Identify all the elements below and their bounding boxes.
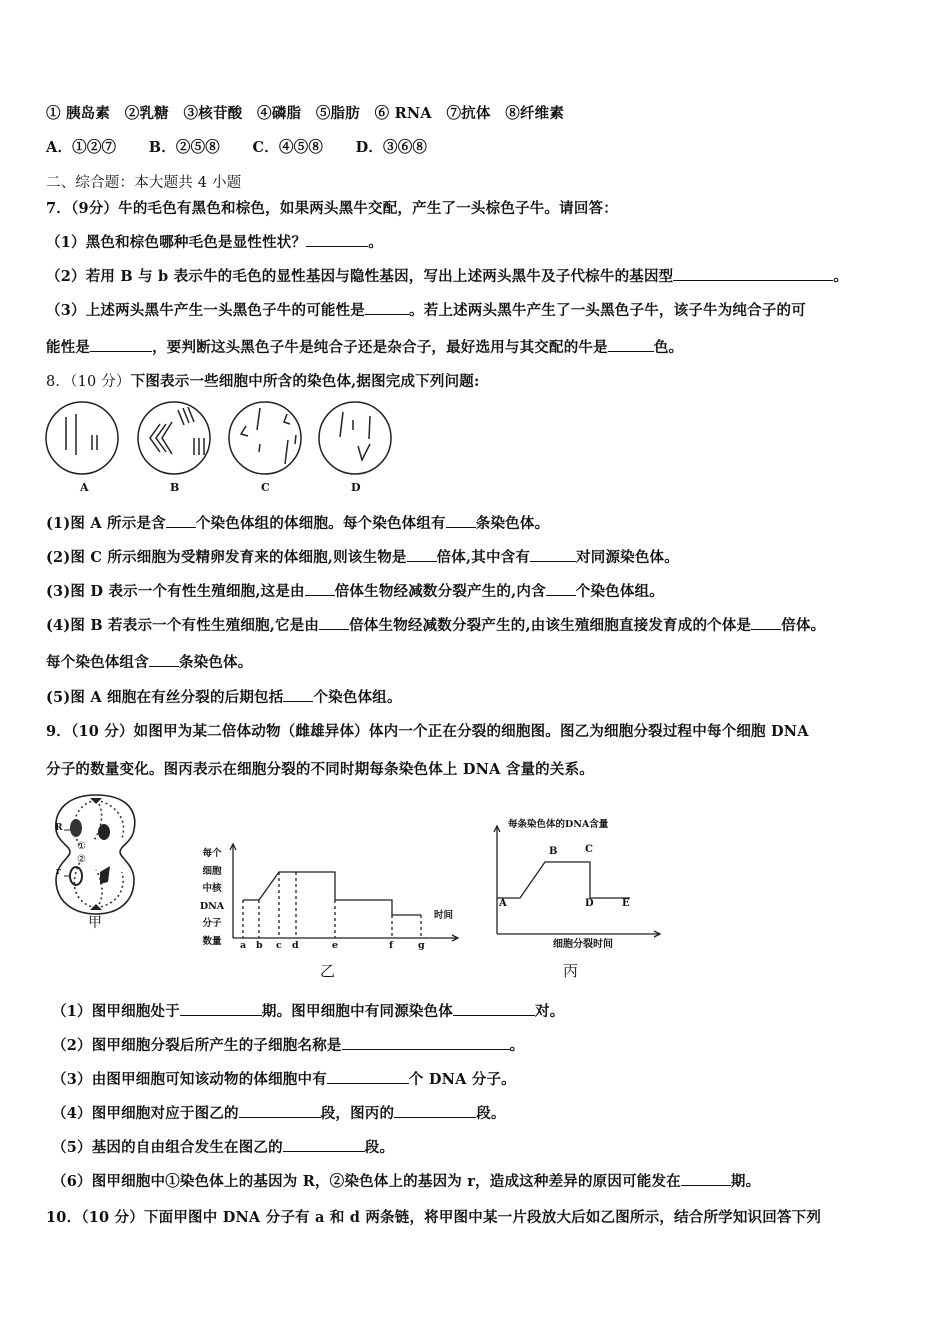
q7-p2-text: （2）若用 B 与 b 表示牛的毛色的显性基因与隐性基因，写出上述两头黑牛及子代棕牛的基因型 (46, 268, 674, 285)
mark-2: ② (77, 854, 86, 865)
chart-bing-caption: 丙 (563, 962, 579, 980)
q8-p3-blank1[interactable] (305, 581, 335, 596)
chart-yi-ylabel: 每个 细胞 中核 DNA 分子 数量 (199, 848, 225, 947)
q8-part2 (46, 546, 679, 567)
chart-bing-xlabel: 细胞分裂时间 (553, 939, 613, 950)
q7-part1 (46, 231, 383, 252)
q7-p3-blank1[interactable] (365, 300, 409, 315)
chart-yi-xlabel: 时间 (434, 910, 454, 921)
q8-p2-end: 对同源染色体。 (576, 549, 679, 566)
q9-p2-text: （2）图甲细胞分裂后所产生的子细胞名称是 (52, 1037, 342, 1054)
point-C: C (585, 844, 593, 855)
q9-p6-blank[interactable] (681, 1171, 731, 1186)
q9-p4-text: （4）图甲细胞对应于图乙的 (52, 1105, 239, 1122)
label-r: r (56, 867, 61, 877)
q9-p2-end: 。 (509, 1037, 525, 1054)
q8-p5-end: 个染色体组。 (313, 689, 402, 706)
fig-label-c: C (261, 481, 270, 494)
q8-p1-text2: 个染色体组的体细胞。每个染色体组有 (195, 515, 446, 532)
q9-p1-text: （1）图甲细胞处于 (52, 1003, 180, 1020)
point-E: E (622, 898, 630, 909)
q9-part4 (52, 1102, 506, 1123)
tick-f: f (389, 940, 394, 951)
q9-p3-blank[interactable] (327, 1069, 409, 1084)
options-line: ① 胰岛素 ②乳糖 ③核苷酸 ④磷脂 ⑤脂肪 ⑥ RNA ⑦抗体 ⑧纤维素 (46, 105, 565, 122)
q8-part4-cont (46, 651, 252, 672)
q8-p4-text2: 倍体生物经减数分裂产生的,由该生殖细胞直接发育成的个体是 (349, 617, 752, 634)
q8-p1-blank1[interactable] (166, 513, 196, 528)
choice-d[interactable]: D．③⑥⑧ (355, 139, 428, 156)
q8-p1-blank2[interactable] (446, 513, 476, 528)
choice-b[interactable]: B．②⑤⑧ (148, 139, 221, 156)
chart-bing-ylabel: 每条染色体的DNA含量 (508, 819, 609, 830)
choice-a[interactable]: A．①②⑦ (46, 139, 117, 156)
q7-p3-text4: ，要判断这头黑色子牛是纯合子还是杂合子，最好选用与其交配的牛是 (152, 339, 608, 356)
label-R: R (55, 823, 63, 833)
q8-p1-end: 条染色体。 (475, 515, 550, 532)
choices-row (46, 136, 427, 157)
q9-p1-text2: 期。图甲细胞中有同源染色体 (261, 1003, 453, 1020)
q9-p1-end: 对。 (535, 1003, 565, 1020)
q8-p4-text4: 每个染色体组含 (46, 654, 149, 671)
q10-stem: 10．（10 分）下面甲图中 DNA 分子有 a 和 d 两条链，将甲图中某一片段放大后如乙图所示，结合所学知识回答下列 (46, 1209, 822, 1226)
q8-chromosome-figure (44, 400, 404, 500)
q8-p3-text2: 倍体生物经减数分裂产生的,内含 (334, 583, 546, 600)
q8-number: 8．（10 分） (46, 374, 131, 390)
q8-part5 (46, 686, 402, 707)
q9-p4-blank2[interactable] (394, 1103, 476, 1118)
q9-p3-end: 个 DNA 分子。 (408, 1071, 516, 1088)
q8-p2-blank1[interactable] (407, 547, 437, 562)
q7-part2 (46, 265, 848, 286)
q8-p3-text: (3)图 D 表示一个有性生殖细胞,这是由 (46, 583, 305, 600)
q9-p1-blank2[interactable] (453, 1001, 535, 1016)
q7-p3-text2: 。若上述两头黑牛产生了一头黑色子牛，该子牛为纯合子的可 (409, 302, 806, 319)
q7-p1-blank[interactable] (306, 232, 368, 247)
q8-stem (46, 370, 480, 391)
tick-e: e (332, 940, 339, 951)
tick-b: b (256, 940, 263, 951)
q9-stem-line2: 分子的数量变化。图丙表示在细胞分裂的不同时期每条染色体上 DNA 含量的关系。 (46, 761, 594, 778)
q7-p3-text: （3）上述两头黑牛产生一头黑色子牛的可能性是 (46, 302, 365, 319)
q8-p4-blank3[interactable] (149, 652, 179, 667)
q9-p2-blank[interactable] (342, 1035, 510, 1050)
q7-p1-end: 。 (368, 234, 383, 251)
q7-p3-blank2[interactable] (90, 337, 152, 352)
q9-p4-text2: 段，图丙的 (320, 1105, 395, 1122)
fig-jia-cell (46, 790, 146, 920)
tick-a: a (240, 940, 247, 951)
q8-p5-text: (5)图 A 细胞在有丝分裂的后期包括 (46, 689, 284, 706)
q8-p4-blank2[interactable] (751, 615, 781, 630)
point-A: A (499, 898, 507, 909)
section-title: 二、综合题：本大题共 4 小题 (46, 175, 242, 191)
fig-label-d: D (351, 481, 361, 494)
chart-yi-caption: 乙 (320, 962, 336, 980)
q9-part1 (52, 1000, 564, 1021)
q7-p3-text3: 能性是 (46, 339, 91, 356)
q9-p1-blank1[interactable] (180, 1001, 262, 1016)
q7-stem: 7．（9分）牛的毛色有黑色和棕色，如果两头黑牛交配，产生了一头棕色子牛。请回答： (46, 200, 618, 217)
q9-p6-end: 期。 (730, 1173, 761, 1190)
choice-c[interactable]: C．④⑤⑧ (252, 139, 324, 156)
q7-part3-cont (46, 336, 683, 357)
q8-p2-text: (2)图 C 所示细胞为受精卵发育来的体细胞,则该生物是 (46, 549, 407, 566)
q7-p3-blank3[interactable] (608, 337, 654, 352)
chart-yi (195, 840, 475, 950)
fig-label-a: A (80, 481, 89, 494)
q8-part4 (46, 614, 825, 635)
fig-label-b: B (170, 481, 180, 494)
q9-part5 (52, 1136, 394, 1157)
tick-c: c (276, 940, 282, 951)
mark-1: ① (77, 841, 86, 852)
chart-bing (490, 820, 665, 940)
q7-p2-end: 。 (833, 268, 849, 285)
q7-p1-text: （1）黑色和棕色哪种毛色是显性性状？ (46, 234, 307, 251)
q8-p5-blank[interactable] (283, 687, 313, 702)
q9-part2 (52, 1034, 524, 1055)
q7-p3-end: 色。 (653, 339, 684, 356)
point-D: D (585, 898, 594, 909)
q8-p4-text: (4)图 B 若表示一个有性生殖细胞,它是由 (46, 617, 320, 634)
q9-p5-blank[interactable] (283, 1137, 365, 1152)
q9-stem-line1: 9．（10 分）如图甲为某二倍体动物（雌雄异体）体内一个正在分裂的细胞图。图乙为细胞分裂过程中每个细胞 DNA (46, 723, 809, 740)
q8-p4-end: 条染色体。 (178, 654, 253, 671)
q8-p3-blank2[interactable] (546, 581, 576, 596)
q7-part3 (46, 299, 806, 320)
q8-p1-text: (1)图 A 所示是含 (46, 515, 166, 532)
q9-part3 (52, 1068, 516, 1089)
q8-p4-text3: 倍体。 (781, 617, 826, 634)
q8-p2-blank2[interactable] (530, 547, 576, 562)
q8-part1 (46, 512, 549, 533)
q8-p2-text2: 倍体,其中含有 (436, 549, 531, 566)
q9-p3-text: （3）由图甲细胞可知该动物的体细胞中有 (52, 1071, 327, 1088)
q9-p4-blank1[interactable] (239, 1103, 321, 1118)
q8-stem-text: 下图表示一些细胞中所含的染色体,据图完成下列问题: (130, 373, 480, 390)
q9-p5-end: 段。 (364, 1139, 395, 1156)
fig-jia-caption: 甲 (88, 915, 102, 931)
q8-p3-end: 个染色体组。 (575, 583, 664, 600)
q9-p4-end: 段。 (476, 1105, 506, 1122)
tick-g: g (418, 940, 425, 951)
q9-p5-text: （5）基因的自由组合发生在图乙的 (52, 1139, 283, 1156)
q8-part3 (46, 580, 664, 601)
tick-d: d (292, 940, 299, 951)
q9-part6 (52, 1170, 760, 1191)
point-B: B (549, 846, 558, 857)
q8-p4-blank1[interactable] (319, 615, 349, 630)
q7-p2-blank[interactable] (673, 266, 833, 281)
q9-p6-text: （6）图甲细胞中①染色体上的基因为 R，②染色体上的基因为 r，造成这种差异的原因可能发在 (52, 1173, 681, 1190)
